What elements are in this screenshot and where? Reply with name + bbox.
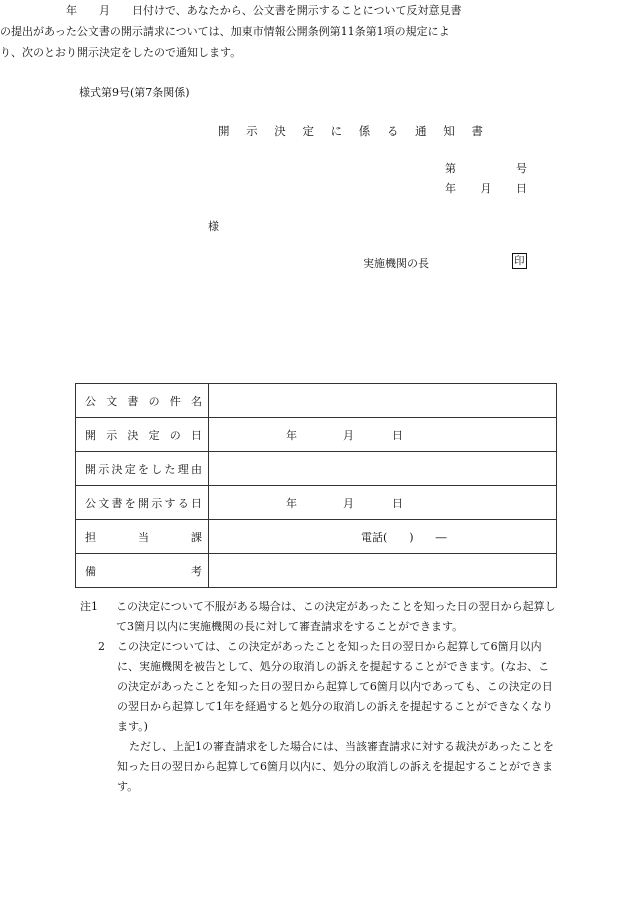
body-year: 年 <box>66 4 77 17</box>
phone-label: 電話( ) ― <box>361 530 447 544</box>
cell-day: 日 <box>392 496 403 510</box>
note-1-label: 注1 <box>80 600 98 613</box>
row-label <box>76 554 209 588</box>
number-suffix: 号 <box>516 162 527 175</box>
table-row <box>76 486 557 520</box>
label-subject: 公 文 書 の 件 名 <box>85 394 202 408</box>
row-label <box>76 384 209 418</box>
cell-month: 月 <box>343 496 354 510</box>
note-2-label: 2 <box>98 640 105 653</box>
subject-value-cell[interactable] <box>209 384 557 418</box>
cell-day: 日 <box>392 428 403 442</box>
info-table <box>75 383 557 588</box>
cell-year: 年 <box>286 496 297 510</box>
table-row <box>76 452 557 486</box>
seal-mark: 印 <box>514 255 525 267</box>
row-label <box>76 520 209 554</box>
label-reason: 開 示 決 定 を し た 理 由 <box>85 462 202 476</box>
document-title: 開 示 決 定 に 係 る 通 知 書 <box>218 124 490 138</box>
label-decision-date: 開 示 決 定 の 日 <box>85 428 202 442</box>
note-2-text: この決定については、この決定があったことを知った日の翌日から起算して6箇月以内に、実施機関を被告として、処分の取消しの訴えを提起することができます。(なお、この決定があったことを知った日の翌日から起算して6箇月以内であっても、この決定の日の翌日から起算して1年を経過すると処分の取消しの訴えを提起することができなくなります。) <box>117 640 553 733</box>
row-label <box>76 418 209 452</box>
row-label <box>76 486 209 520</box>
note-2 <box>86 637 556 737</box>
addressee-suffix: 様 <box>208 220 219 233</box>
note-1-text: この決定について不服がある場合は、この決定があったことを知った日の翌日から起算して3箇月以内に実施機関の長に対して審査請求をすることができます。 <box>116 600 556 633</box>
reason-value-cell[interactable] <box>209 452 557 486</box>
disclosure-date-cell[interactable] <box>209 486 557 520</box>
date-year: 年 <box>445 182 456 195</box>
table-row <box>76 520 557 554</box>
row-label <box>76 452 209 486</box>
decision-date-cell[interactable] <box>209 418 557 452</box>
issue-date-line <box>445 180 527 196</box>
number-prefix: 第 <box>445 162 456 175</box>
department-cell[interactable] <box>209 520 557 554</box>
body-text: 日付けで、あなたから、公文書を開示することについて反対意見書の提出があった公文書の開示請求については、加東市情報公開条例第11条第1項の規定により、次のとおり開示決定をしたので通知します。 <box>0 4 462 59</box>
table-row <box>76 418 557 452</box>
document-number-line <box>445 160 527 176</box>
note-3 <box>86 737 556 797</box>
remarks-value-cell[interactable] <box>209 554 557 588</box>
table-row <box>76 384 557 418</box>
body-paragraph <box>0 0 470 63</box>
body-month: 月 <box>99 4 110 17</box>
cell-year: 年 <box>286 428 297 442</box>
note-3-text: ただし、上記1の審査請求をした場合には、当該審査請求に対する裁決があったことを知った日の翌日から起算して6箇月以内に、処分の取消しの訴えを提起することができます。 <box>117 740 554 793</box>
label-disclosure-date: 公 文 書 を 開 示 す る 日 <box>85 496 202 510</box>
label-department: 担 当 課 <box>85 530 202 544</box>
issuer-title: 実施機関の長 <box>363 257 429 270</box>
label-remarks: 備 考 <box>85 564 202 578</box>
date-day: 日 <box>516 182 527 195</box>
notes-section <box>80 597 556 797</box>
cell-month: 月 <box>343 428 354 442</box>
form-number: 様式第9号(第7条関係) <box>79 86 190 99</box>
table-row <box>76 554 557 588</box>
note-1 <box>80 597 556 637</box>
date-month: 月 <box>480 182 492 195</box>
